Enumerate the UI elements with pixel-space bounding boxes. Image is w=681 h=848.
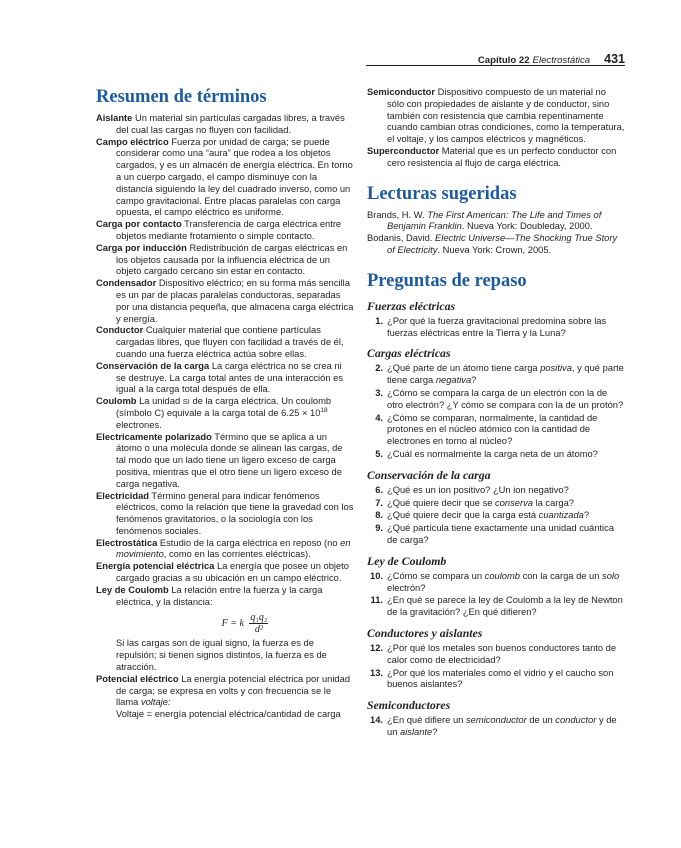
- term-name: Conductor: [96, 325, 144, 336]
- term-def: , como en las corrientes eléctricas).: [163, 549, 311, 560]
- readings-title: Lecturas sugeridas: [367, 183, 517, 204]
- question-number: 3.: [375, 387, 383, 398]
- left-column: [96, 86, 354, 721]
- question-number: 4.: [375, 412, 383, 423]
- term-def: electrones.: [116, 419, 162, 430]
- question-emphasis: conserva: [495, 497, 533, 508]
- si-abbrev: SI: [182, 397, 190, 407]
- question-emphasis: coulomb: [484, 570, 520, 581]
- term-def: Dispositivo compuesto de un material no sólo con propiedades de aislante y de conductor, sino también con resistencia que cambia repentinamente cuando cambian otras condiciones, como la temperatura, el voltaje, y los campos eléctricos y magnéticos.: [387, 87, 625, 145]
- question-item: [367, 523, 625, 547]
- term-def: Cualquier material que contiene partículas cargadas libres, que fluyen con facilidad a través de él, cuando una fuerza eléctrica actúa sobre ellas.: [116, 325, 344, 359]
- question-number: 5.: [375, 448, 383, 459]
- right-column: [367, 87, 625, 740]
- term-def: Estudio de la carga eléctrica en reposo (no: [159, 537, 341, 548]
- term-continuation: Si las cargas son de igual signo, la fuerza es de repulsión; si tienen signos distintos, la fuerza es de atracción.: [116, 638, 327, 673]
- question-item: [367, 498, 625, 510]
- term-def: La energía potencial eléctrica por unidad de carga; se expresa en volts y con frecuencia se le llama: [116, 673, 351, 708]
- term-entry-ley-coulomb: [96, 585, 354, 609]
- question-text: con la carga de un: [519, 570, 603, 581]
- chapter-label: Capítulo 22: [477, 55, 530, 66]
- term-name: Coulomb: [96, 396, 137, 407]
- question-item: [367, 668, 625, 692]
- question-number: 13.: [370, 667, 383, 678]
- question-item: [367, 485, 625, 497]
- term-def: La unidad: [139, 396, 183, 407]
- term-entry: [367, 146, 625, 170]
- question-text: , y qué parte tiene carga: [387, 363, 624, 386]
- question-number: 10.: [370, 570, 383, 581]
- term-name: Electricidad: [96, 490, 149, 501]
- question-number: 2.: [375, 363, 383, 374]
- term-entry: [96, 243, 354, 278]
- term-name: Energía potencial eléctrica: [96, 561, 215, 572]
- term-name: Ley de Coulomb: [96, 584, 169, 595]
- question-text: ¿Por qué la fuerza gravitacional predomina sobre las fuerzas eléctricas entre la Tierra y la Luna?: [387, 315, 607, 338]
- reference-publisher: . Nueva York: Doubleday, 2000.: [461, 221, 593, 232]
- formula-left: F = k: [221, 618, 244, 630]
- term-entry: [96, 113, 354, 137]
- term-def: Fuerza por unidad de carga; se puede considerar como una “aura” que rodea a los objetos cargados, y es un almacén de energía eléctrica. En torno a un cuerpo cargado, el campo disminuye con la distancia siguiendo la ley del cuadrado inverso, como un campo gravitacional. Entre placas paralelas con carga opuesta, el campo eléctrico es uniforme.: [116, 136, 353, 218]
- term-def: Un material sin partículas cargadas libres, a través del cual las cargas no fluyen con facilidad.: [116, 113, 345, 135]
- term-name: Aislante: [96, 113, 133, 123]
- question-emphasis: negativa: [435, 375, 472, 386]
- term-def-emphasis: en movimiento: [116, 537, 351, 560]
- term-name: Condensador: [96, 278, 157, 289]
- question-number: 14.: [370, 715, 383, 726]
- reference-author: Bodanis, David.: [367, 233, 436, 244]
- terms-title: Resumen de términos: [96, 87, 267, 107]
- question-text: ¿Cómo se comparan, normalmente, la cantidad de protones en el núcleo atómico con la cantidad de electrones en torno al núcleo?: [387, 412, 598, 447]
- term-name: Carga por contacto: [96, 219, 182, 230]
- term-entry: [96, 278, 354, 325]
- question-text: ¿Qué es un ion positivo? ¿Un ion negativo?: [387, 484, 569, 495]
- question-emphasis: conductor: [555, 715, 597, 726]
- voltage-formula: Voltaje = energía potencial eléctrica/cantidad de carga: [116, 709, 341, 720]
- question-item: [367, 388, 625, 412]
- question-text: ?: [432, 726, 438, 737]
- term-def: Transferencia de carga eléctrica entre objetos mediante frotamiento o simple contacto.: [116, 219, 342, 241]
- question-item: [367, 413, 625, 448]
- formula-fraction: [249, 612, 268, 635]
- question-emphasis: cuantizada: [538, 510, 584, 521]
- running-header: [478, 52, 625, 66]
- header-rule: [366, 65, 625, 66]
- term-name: Carga por inducción: [96, 242, 187, 253]
- term-def-emphasis: voltaje:: [140, 697, 171, 708]
- question-text: ¿Por qué los materiales como el vidrio y el caucho son buenos aislantes?: [387, 667, 614, 690]
- question-item: [367, 316, 625, 340]
- subsection-heading: Fuerzas eléctricas: [367, 298, 456, 313]
- term-name: Potencial eléctrico: [96, 673, 179, 684]
- review-title: Preguntas de repaso: [367, 270, 527, 291]
- question-number: 8.: [375, 510, 383, 521]
- question-item: [367, 715, 625, 739]
- term-name: Campo eléctrico: [96, 136, 169, 147]
- reference-publisher: . Nueva York: Crown, 2005.: [437, 244, 552, 255]
- question-item: [367, 363, 625, 387]
- question-text: y de un: [387, 715, 617, 737]
- subsection-heading: Semiconductores: [367, 698, 451, 713]
- reference-author: Brands, H. W.: [367, 209, 428, 220]
- question-item: [367, 449, 625, 461]
- term-def: La carga eléctrica no se crea ni se destruye. La carga total antes de una interacción es igual a la carga total después de ella.: [116, 360, 343, 395]
- coulomb-formula: [136, 612, 354, 635]
- term-entry-electrostatica: [96, 538, 354, 562]
- term-name: Semiconductor: [367, 87, 436, 97]
- question-emphasis: semiconductor: [465, 715, 527, 726]
- question-emphasis: positiva: [540, 363, 572, 374]
- term-def: Redistribución de cargas eléctricas en los objetos causada por la influencia eléctrica de un objeto cargado cercano sin estar en contacto.: [116, 242, 348, 277]
- question-text: ¿Cómo se compara la carga de un electrón con la de otro electrón? ¿Y cómo se compara con la de un protón?: [387, 387, 624, 410]
- question-emphasis: aislante: [400, 726, 433, 737]
- question-text: ?: [583, 510, 590, 521]
- term-entry: [96, 325, 354, 360]
- formula-numerator: q₁q₂: [250, 612, 268, 624]
- question-emphasis: solo: [602, 570, 620, 581]
- chapter-name: Electrostática: [532, 55, 591, 66]
- question-item: [367, 571, 625, 595]
- term-entry: [367, 87, 625, 146]
- question-text: de un: [526, 715, 556, 726]
- question-number: 12.: [370, 642, 383, 653]
- question-number: 9.: [375, 523, 383, 534]
- question-number: 1.: [375, 315, 383, 326]
- subsection-heading: Conductores y aislantes: [367, 625, 483, 640]
- term-entry-coulomb: [96, 396, 354, 431]
- page-number: 431: [604, 52, 625, 66]
- question-text: la carga?: [532, 497, 575, 508]
- question-text: ¿Qué parte de un átomo tiene carga: [387, 363, 541, 374]
- term-def: La relación entre la fuerza y la carga eléctrica, y la distancia:: [116, 584, 323, 607]
- term-def: Término que se aplica a un átomo o una molécula donde se alinean las cargas, de tal modo que un lado tiene un ligero exceso de carga positiva, mientras que el otro tiene un ligero exceso de carga negativa.: [116, 431, 343, 489]
- term-entry-potencial: [96, 674, 354, 709]
- term-entry: [96, 561, 354, 585]
- term-entry: [96, 432, 354, 491]
- term-name: Superconductor: [367, 145, 440, 156]
- question-text: ¿Qué partícula tiene exactamente una unidad cuántica de carga?: [387, 523, 614, 545]
- term-entry: [96, 137, 354, 220]
- exponent: 18: [320, 406, 328, 414]
- term-name: Conservación de la carga: [96, 360, 210, 371]
- term-def: Término general para indicar fenómenos eléctricos, como la relación que tiene la gravedad con los fenómenos gravitatorios, o la sociología con los fenómenos sociales.: [116, 490, 354, 536]
- question-text: ?: [471, 375, 477, 386]
- term-entry: [96, 491, 354, 538]
- question-number: 11.: [370, 595, 383, 606]
- question-text: ¿Cómo se compara un: [387, 570, 485, 581]
- question-text: ¿Por qué los metales son buenos conductores tanto de calor como de electricidad?: [387, 642, 617, 665]
- term-name: Electrostática: [96, 537, 158, 548]
- term-name: Electricamente polarizado: [96, 431, 212, 442]
- term-def: La energía que posee un objeto cargado gracias a su ubicación en un campo eléctrico.: [116, 561, 349, 584]
- reference-item: [367, 210, 625, 234]
- question-item: [367, 510, 625, 522]
- question-text: electrón?: [387, 582, 426, 593]
- question-item: [367, 595, 625, 619]
- question-text: ¿En qué difiere un: [387, 715, 466, 726]
- subsection-heading: Cargas eléctricas: [367, 346, 451, 361]
- formula-denominator: d²: [254, 624, 263, 636]
- question-number: 7.: [375, 497, 383, 508]
- term-entry: [96, 219, 354, 243]
- reference-book: Electric Universe—The Shocking True Story of Electricity: [387, 233, 618, 255]
- question-text: ¿Cuál es normalmente la carga neta de un átomo?: [387, 448, 598, 459]
- question-text: ¿Qué quiere decir que la carga está: [387, 510, 539, 521]
- reference-book: The First American: The Life and Times of Benjamin Franklin: [387, 209, 602, 232]
- term-entry: [96, 361, 354, 396]
- term-def: de la carga eléctrica. Un coulomb (símbolo C) equivale a la carga total de 6.25 × 10: [116, 396, 332, 418]
- subsection-heading: Ley de Coulomb: [367, 553, 447, 568]
- term-def: Material que es un perfecto conductor con cero resistencia al flujo de carga eléctrica.: [387, 145, 617, 168]
- question-text: ¿En qué se parece la ley de Coulomb a la ley de Newton de la gravitación? ¿En qué difieren?: [387, 595, 623, 618]
- term-def: Dispositivo eléctrico; en su forma más sencilla es un par de placas paralelas conductoras, separadas por una distancia pequeña, que almacena carga eléctrica y energía.: [116, 278, 354, 324]
- subsection-heading: Conservación de la carga: [367, 467, 491, 482]
- question-number: 6.: [375, 484, 383, 495]
- question-item: [367, 643, 625, 667]
- question-text: ¿Qué quiere decir que se: [387, 497, 496, 508]
- reference-item: [367, 233, 625, 257]
